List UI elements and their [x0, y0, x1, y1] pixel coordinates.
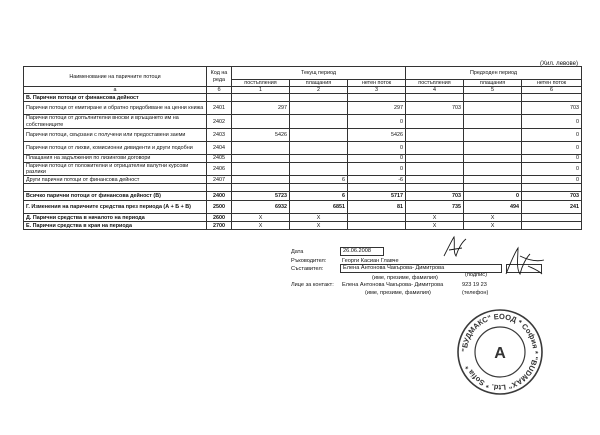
- name-hint: (име, презиме, фамилия): [372, 275, 438, 281]
- cur-receipts: [232, 176, 290, 184]
- cur-net: 0: [348, 162, 406, 175]
- prev-net: 703: [522, 192, 582, 201]
- table-row: [24, 102, 582, 115]
- sign-hint: (подпис): [465, 272, 487, 278]
- header-code: Код на реда: [207, 67, 232, 87]
- cur-receipts: [232, 154, 290, 162]
- prev-payments: [464, 102, 522, 115]
- sub-payments-current: плащания: [290, 80, 348, 87]
- prev-receipts: [406, 176, 464, 184]
- manager-label: Ръководител:: [291, 258, 327, 264]
- col-number: 5: [464, 87, 522, 94]
- table-row: [24, 141, 582, 154]
- cur-net: [348, 222, 406, 230]
- cur-payments: X: [290, 222, 348, 230]
- prev-net: 0: [522, 154, 582, 162]
- units-label: (Хил. левове): [540, 61, 578, 67]
- cur-net: 0: [348, 154, 406, 162]
- row-label: Е. Парични средства в края на периода: [24, 222, 207, 230]
- cur-receipts: 5426: [232, 128, 290, 141]
- prev-receipts: [406, 162, 464, 175]
- row-label: Парични потоци от допълнителни вноски и връщането им на собствениците: [24, 115, 207, 128]
- col-number: 2: [290, 87, 348, 94]
- prev-net: 0: [522, 141, 582, 154]
- prev-net: [522, 214, 582, 222]
- cur-payments: [290, 162, 348, 175]
- cur-receipts: 297: [232, 102, 290, 115]
- prev-payments: [464, 154, 522, 162]
- header-name: Наименование на паричните потоци: [24, 67, 207, 87]
- row-label: Парични потоци, свързани с получени или предоставени заеми: [24, 128, 207, 141]
- col-number: 1: [232, 87, 290, 94]
- section-title-row: [24, 94, 582, 102]
- cur-net: 5717: [348, 192, 406, 201]
- col-number: 6: [522, 87, 582, 94]
- contact-name: Елена Антонова Чакърова- Димитрова: [342, 282, 444, 288]
- cur-payments: [290, 102, 348, 115]
- date-value: 26.06.2008: [340, 247, 384, 256]
- stamp-text: "БУДМАКС" ЕООД * София * "BUDMAX" Ltd. * Sofia *: [459, 311, 541, 393]
- prev-receipts: [406, 128, 464, 141]
- sub-net-previous: нетен поток: [522, 80, 582, 87]
- row-label: Г. Изменения на паричните средства през периода (А + Б + В): [24, 201, 207, 214]
- col-number: 3: [348, 87, 406, 94]
- row-code: 2404: [207, 141, 232, 154]
- prev-payments: X: [464, 222, 522, 230]
- table-row: [24, 115, 582, 128]
- prev-receipts: 703: [406, 192, 464, 201]
- row-code: 2600: [207, 214, 232, 222]
- manager-name: Георги Касиан Главче: [342, 258, 399, 264]
- row-code: 2402: [207, 115, 232, 128]
- sub-payments-previous: плащания: [464, 80, 522, 87]
- end-cash-row: [24, 222, 582, 230]
- cash-flow-table: [23, 66, 582, 230]
- prev-net: 0: [522, 115, 582, 128]
- prev-receipts: X: [406, 222, 464, 230]
- header-row: [24, 67, 582, 80]
- prev-payments: [464, 162, 522, 175]
- company-stamp: [455, 307, 545, 397]
- prev-payments: [464, 115, 522, 128]
- prev-payments: X: [464, 214, 522, 222]
- cur-net: 0: [348, 115, 406, 128]
- cur-net: -6: [348, 176, 406, 184]
- prev-net: [522, 222, 582, 230]
- cur-receipts: X: [232, 214, 290, 222]
- prev-payments: [464, 128, 522, 141]
- table-row: [24, 176, 582, 184]
- row-code: 2406: [207, 162, 232, 175]
- row-label: Парични потоци от лихви, комисионни дивиденти и други подобни: [24, 141, 207, 154]
- prev-net: 241: [522, 201, 582, 214]
- cur-payments: 6851: [290, 201, 348, 214]
- cur-payments: 6: [290, 176, 348, 184]
- sub-receipts-previous: постъпления: [406, 80, 464, 87]
- cur-receipts: 5723: [232, 192, 290, 201]
- cur-net: 297: [348, 102, 406, 115]
- blank-row: [24, 184, 582, 192]
- cur-receipts: 6932: [232, 201, 290, 214]
- row-code: 2403: [207, 128, 232, 141]
- section-title: В. Парични потоци от финансова дейност: [24, 94, 207, 102]
- prev-payments: 494: [464, 201, 522, 214]
- row-code: 2500: [207, 201, 232, 214]
- change-row: [24, 201, 582, 214]
- cur-payments: [290, 115, 348, 128]
- stamp-letter: A: [494, 345, 506, 362]
- table-row: [24, 154, 582, 162]
- prev-net: 0: [522, 162, 582, 175]
- row-code: 2401: [207, 102, 232, 115]
- header-previous: Предходен период: [406, 67, 582, 80]
- cur-payments: 6: [290, 192, 348, 201]
- row-label: Парични потоци от положителни и отрицателни валутни курсови разлики: [24, 162, 207, 175]
- manager-signature: [440, 234, 470, 260]
- prev-payments: 0: [464, 192, 522, 201]
- compiler-label: Съставител:: [291, 266, 324, 272]
- phone-hint: (телефон): [462, 290, 489, 296]
- cur-net: 81: [348, 201, 406, 214]
- prev-receipts: [406, 154, 464, 162]
- cur-net: 0: [348, 141, 406, 154]
- prev-net: 0: [522, 128, 582, 141]
- prev-receipts: [406, 141, 464, 154]
- cur-receipts: [232, 162, 290, 175]
- cur-receipts: [232, 141, 290, 154]
- row-label: Д. Парични средства в началото на периода: [24, 214, 207, 222]
- name-hint: (име, презиме, фамилия): [365, 290, 431, 296]
- cur-payments: [290, 141, 348, 154]
- row-label: Други парични потоци от финансова дейност: [24, 176, 207, 184]
- total-financing-row: [24, 192, 582, 201]
- row-label: Парични потоци от емитиране и обратно придобиване на ценни книжа: [24, 102, 207, 115]
- prev-net: 703: [522, 102, 582, 115]
- prev-receipts: 703: [406, 102, 464, 115]
- cur-receipts: X: [232, 222, 290, 230]
- compiler-signature: [500, 244, 548, 280]
- col-number: а: [24, 87, 207, 94]
- cur-net: 5426: [348, 128, 406, 141]
- column-numbers-row: [24, 87, 582, 94]
- cur-payments: [290, 128, 348, 141]
- header-current: Текущ период: [232, 67, 406, 80]
- date-label: Дата: [291, 249, 304, 255]
- col-number: б: [207, 87, 232, 94]
- row-code: 2700: [207, 222, 232, 230]
- row-label: Всичко парични потоци от финансова дейност (В): [24, 192, 207, 201]
- cur-payments: X: [290, 214, 348, 222]
- row-code: 2400: [207, 192, 232, 201]
- cur-payments: [290, 154, 348, 162]
- prev-receipts: [406, 115, 464, 128]
- prev-net: 0: [522, 176, 582, 184]
- contact-label: Лице за контакт:: [291, 282, 334, 288]
- prev-receipts: 735: [406, 201, 464, 214]
- row-code: 2405: [207, 154, 232, 162]
- prev-payments: [464, 176, 522, 184]
- col-number: 4: [406, 87, 464, 94]
- sub-net-current: нетен поток: [348, 80, 406, 87]
- row-label: Плащания на задължения по лизингови договори: [24, 154, 207, 162]
- cur-net: [348, 214, 406, 222]
- table-row: [24, 128, 582, 141]
- prev-payments: [464, 141, 522, 154]
- table-row: [24, 162, 582, 175]
- cur-receipts: [232, 115, 290, 128]
- sub-receipts-current: постъпления: [232, 80, 290, 87]
- phone-value: 923 19 23: [462, 282, 487, 288]
- row-code: 2407: [207, 176, 232, 184]
- begin-cash-row: [24, 214, 582, 222]
- prev-receipts: X: [406, 214, 464, 222]
- compiler-name: Елена Антонова Чакърова- Димитрова: [340, 264, 502, 273]
